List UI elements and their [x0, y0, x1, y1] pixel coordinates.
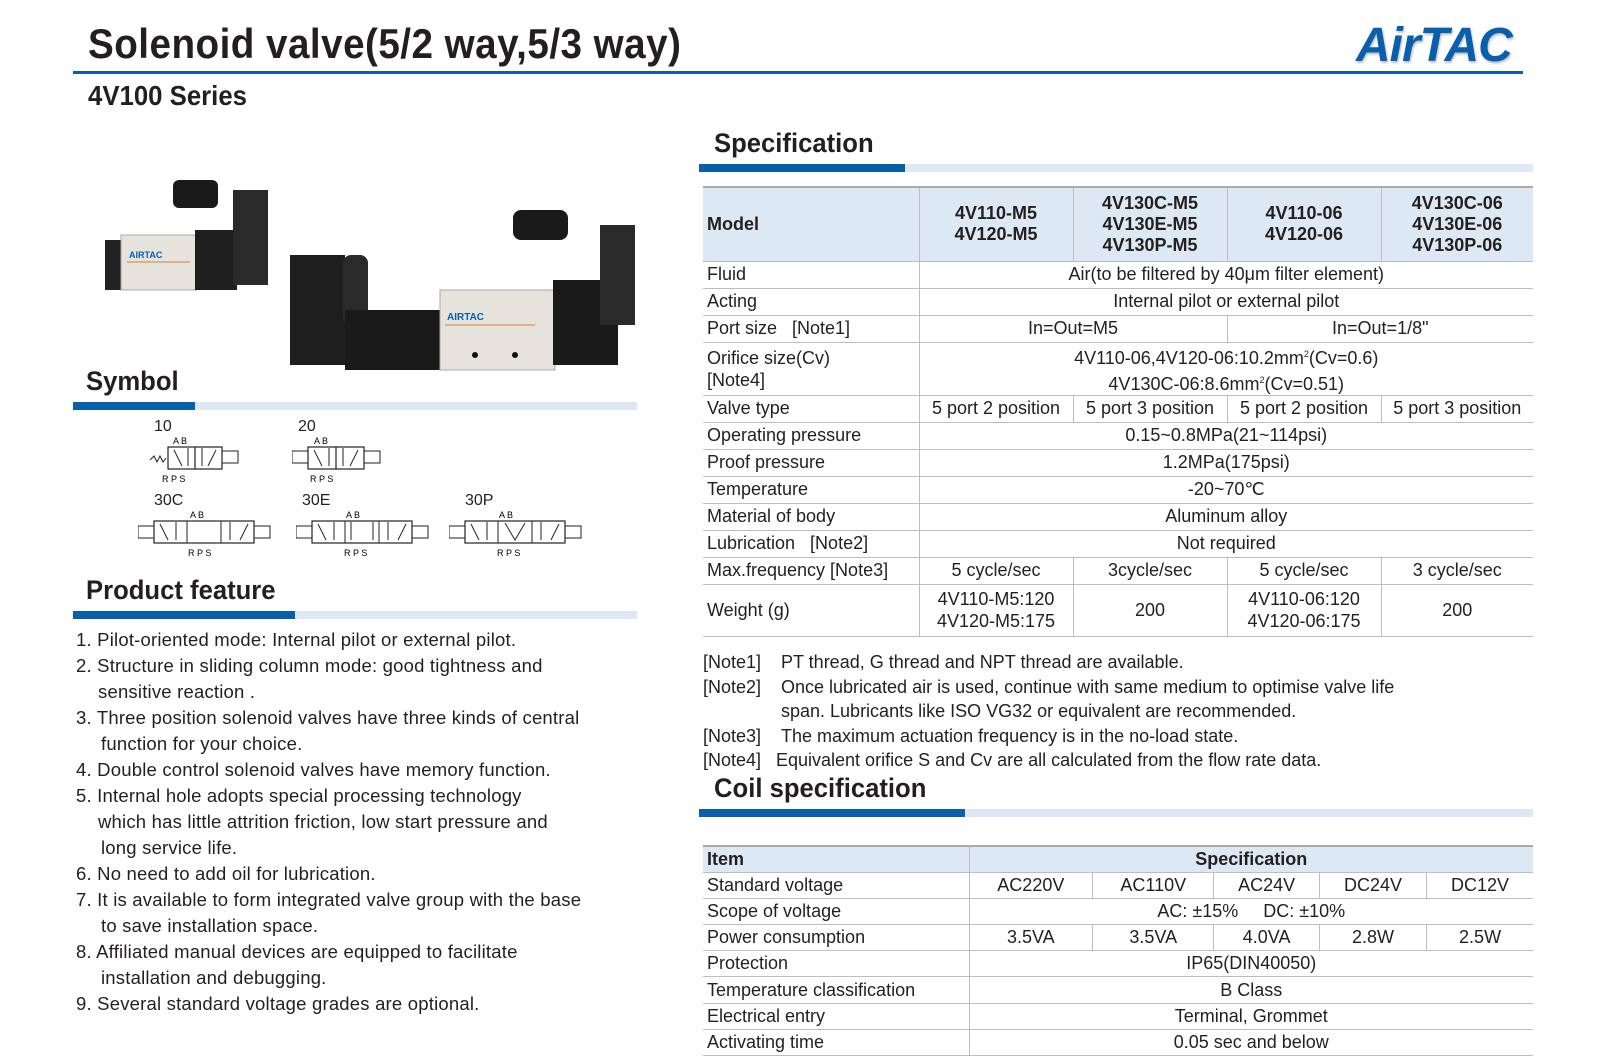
svg-text:A B: A B — [190, 510, 205, 520]
note-1: [Note1] PT thread, G thread and NPT thread are available. — [703, 652, 1184, 672]
valve-symbol-30e-icon — [296, 510, 431, 558]
svg-text:AIRTAC: AIRTAC — [447, 312, 485, 323]
model-col-4: 4V130C-06 4V130E-06 4V130P-06 — [1381, 187, 1533, 261]
orifice-size-row: Orifice size(Cv) [Note4] $4V110-06,4V120-06:10.2mm^2(Cv=0.6)$ $4V130C-06:8.6mm^2(Cv=0.51)$ — [703, 342, 1533, 395]
single-coil-valve-image — [105, 180, 268, 290]
lubrication-row: Lubrication [Note2] Not required — [703, 530, 1533, 557]
scope-of-voltage-row: Scope of voltage AC: ±15% DC: ±10% — [703, 898, 1533, 924]
specification-table — [703, 186, 1533, 637]
max-frequency-row: Max.frequency [Note3] 5 cycle/sec 3cycle/sec 5 cycle/sec 3 cycle/sec — [703, 557, 1533, 584]
note-4: [Note4] Equivalent orifice S and Cv are all calculated from the flow rate data. — [703, 750, 1322, 770]
note-3: [Note3] The maximum actuation frequency is in the no-load state. — [703, 725, 1239, 746]
symbol-code: 30E — [302, 492, 331, 509]
proof-pressure-row: Proof pressure 1.2MPa(175psi) — [703, 449, 1533, 476]
power-consumption-row: Power consumption 3.5VA 3.5VA 4.0VA 2.8W 2.5W — [703, 925, 1533, 951]
weight-row: Weight (g) 4V110-M5:120 4V120-M5:175 200 4V110-06:120 4V120-06:175 200 — [703, 584, 1533, 636]
svg-text:A B: A B — [346, 510, 361, 520]
temperature-row: Temperature -20~70℃ — [703, 476, 1533, 503]
feature-item-continuation: installation and debugging. — [101, 967, 327, 988]
valve-type-row: Valve type 5 port 2 position 5 port 3 position 5 port 2 position 5 port 3 position — [703, 395, 1533, 422]
feature-item: 7. It is available to form integrated valve group with the base — [76, 889, 582, 910]
feature-item: 1. Pilot-oriented mode: Internal pilot or external pilot. — [76, 629, 517, 650]
svg-text:AIRTAC: AIRTAC — [129, 250, 163, 260]
temperature-classification-row: Temperature classification B Class — [703, 977, 1533, 1003]
protection-row: Protection IP65(DIN40050) — [703, 951, 1533, 977]
operating-pressure-row: Operating pressure 0.15~0.8MPa(21~114psi) — [703, 422, 1533, 449]
activating-time-row: Activating time 0.05 sec and below — [703, 1029, 1533, 1055]
svg-text:R P S: R P S — [310, 474, 334, 484]
feature-item: 9. Several standard voltage grades are optional. — [76, 993, 480, 1014]
valve-symbol-30p-icon — [449, 510, 584, 558]
coil-specification-table — [703, 845, 1533, 1056]
specification-heading: Specification — [714, 128, 874, 158]
spec-section-bar — [699, 164, 1533, 172]
airtac-logo: AirTAC — [1356, 19, 1512, 72]
coil-header-row: Item Specification — [703, 846, 1533, 872]
feature-item: 5. Internal hole adopts special processing technology — [76, 785, 522, 806]
valve-symbol-20-icon — [292, 436, 392, 484]
feature-item-continuation: function for your choice. — [101, 733, 303, 754]
symbol-heading: Symbol — [86, 366, 179, 396]
spec-notes — [703, 650, 1394, 773]
note-2-continuation: span. Lubricants like ISO VG32 or equivalent are recommended. — [781, 701, 1297, 721]
series-subtitle: 4V100 Series — [88, 80, 247, 111]
model-col-1: 4V110-M5 4V120-M5 — [919, 187, 1073, 261]
feature-item-continuation: to save installation space. — [101, 915, 319, 936]
port-size-row: Port size [Note1] In=Out=M5 In=Out=1/8" — [703, 315, 1533, 342]
feature-item-continuation: long service life. — [101, 837, 238, 858]
standard-voltage-row: Standard voltage AC220V AC110V AC24V DC24V DC12V — [703, 872, 1533, 898]
symbol-code: 30P — [465, 492, 494, 509]
double-coil-valve-image — [290, 210, 635, 370]
symbol-code: 30C — [154, 492, 184, 509]
symbol-section-bar — [73, 402, 637, 410]
feature-item: 4. Double control solenoid valves have memory function. — [76, 759, 551, 780]
coil-section-bar — [699, 809, 1533, 817]
acting-row: Acting Internal pilot or external pilot — [703, 288, 1533, 315]
svg-text:R P S: R P S — [497, 548, 521, 558]
symbol-code: 20 — [298, 418, 316, 435]
model-row — [703, 187, 1533, 261]
material-row: Material of body Aluminum alloy — [703, 503, 1533, 530]
title-divider — [73, 71, 1523, 74]
svg-text:A B: A B — [173, 436, 188, 446]
svg-text:A B: A B — [314, 436, 329, 446]
model-label: Model — [703, 187, 919, 261]
feature-item-continuation: which has little attrition friction, low start pressure and — [98, 811, 548, 832]
feature-item-continuation: sensitive reaction . — [98, 681, 256, 702]
valve-symbol-30c-icon — [138, 510, 273, 558]
product-feature-heading: Product feature — [86, 575, 276, 605]
model-col-3: 4V110-06 4V120-06 — [1227, 187, 1381, 261]
model-col-2: 4V130C-M5 4V130E-M5 4V130P-M5 — [1073, 187, 1227, 261]
svg-text:A B: A B — [499, 510, 514, 520]
feature-item: 8. Affiliated manual devices are equipped to facilitate — [76, 941, 518, 962]
feature-list — [76, 627, 636, 1017]
feature-item: 3. Three position solenoid valves have three kinds of central — [76, 707, 580, 728]
note-2: [Note2] Once lubricated air is used, continue with same medium to optimise valve life — [703, 676, 1395, 697]
symbol-code: 10 — [154, 418, 172, 435]
fluid-row: Fluid Air(to be filtered by 40μm filter element) — [703, 261, 1533, 288]
feature-section-bar — [73, 611, 637, 619]
valve-symbol-10-icon — [148, 436, 243, 484]
product-photo — [95, 170, 635, 380]
svg-text:R P S: R P S — [162, 474, 186, 484]
svg-text:R P S: R P S — [188, 548, 212, 558]
page-title: Solenoid valve(5/2 way,5/3 way) — [88, 20, 682, 67]
feature-item: 2. Structure in sliding column mode: good tightness and — [76, 655, 543, 676]
feature-item: 6. No need to add oil for lubrication. — [76, 863, 376, 884]
svg-text:R P S: R P S — [344, 548, 368, 558]
electrical-entry-row: Electrical entry Terminal, Grommet — [703, 1003, 1533, 1029]
coil-specification-heading: Coil specification — [714, 773, 927, 803]
